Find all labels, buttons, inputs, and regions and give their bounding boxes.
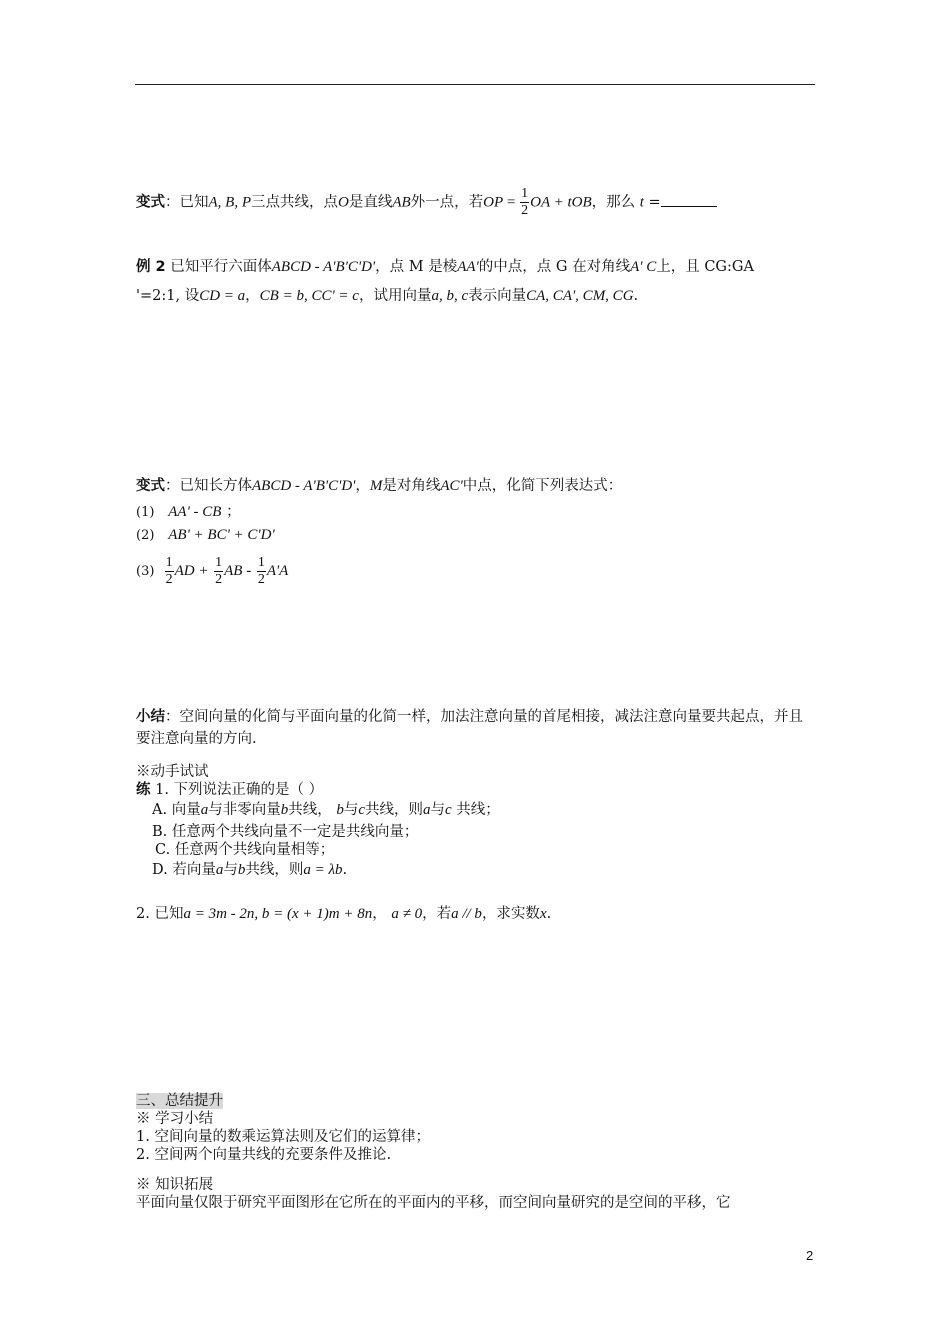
text: 上，且 CG:GA	[656, 259, 754, 275]
text: A. 向量	[152, 802, 201, 818]
text: 的中点，点 G 在对角线	[478, 259, 631, 275]
example2-label: 例 2	[136, 259, 166, 275]
section-title-text: 三、总结提升	[136, 1093, 223, 1109]
text: ：已知长方体	[165, 478, 252, 494]
numerator: 1	[165, 555, 173, 570]
math: t	[639, 194, 644, 211]
text: 2. 已知	[136, 906, 184, 922]
summary-item-2: 2. 空间两个向量共线的充要条件及推论.	[136, 1147, 392, 1163]
practice-label: 练	[136, 782, 151, 798]
text: ：已知	[165, 194, 209, 211]
study-summary-heading: ※ 学习小结	[136, 1111, 214, 1127]
denominator: 2	[215, 572, 223, 587]
text: .	[633, 288, 639, 304]
fraction	[257, 555, 266, 588]
fraction	[520, 186, 529, 219]
math: M	[369, 478, 383, 494]
math: CA, CA', CM, CG	[526, 288, 634, 304]
text: ，求实数	[481, 906, 540, 922]
math: b	[237, 862, 246, 878]
fraction	[214, 555, 223, 588]
fraction	[165, 555, 174, 588]
practice-q1	[136, 778, 323, 799]
text: ，试用向量	[358, 288, 432, 304]
math: AB -	[224, 563, 252, 579]
text: 与	[223, 862, 238, 878]
option-d	[152, 858, 347, 879]
math: CB = b, CC' = c	[259, 288, 359, 304]
text: B. 任意两个共线向量不一定是共线向量；	[152, 824, 419, 840]
numerator: 1	[215, 555, 223, 570]
text: 已知平行六面体	[165, 259, 272, 275]
item-number: (2)	[136, 528, 155, 543]
text: ；	[226, 504, 241, 520]
math: ABCD - A'B'C'D'	[271, 259, 376, 275]
text: 是对角线	[382, 478, 441, 494]
math: A' C	[630, 259, 657, 275]
text: ，那么	[591, 194, 636, 211]
math: a	[215, 862, 224, 878]
numerator: 1	[521, 186, 529, 201]
summary-paragraph	[136, 706, 816, 750]
summary-label: 小结	[136, 709, 165, 725]
math: AB' + BC' + C'D'	[168, 527, 275, 543]
question-text: 1. 下列说法正确的是（ ）	[150, 782, 324, 798]
option-a	[152, 798, 500, 819]
math: a ≠ 0	[391, 906, 423, 922]
math: AC'	[440, 478, 463, 494]
example2-line2	[136, 284, 638, 305]
text: '=2:1, 设	[136, 288, 200, 304]
math: OA + tOB	[530, 194, 592, 211]
numerator: 1	[257, 555, 265, 570]
denominator: 2	[521, 203, 529, 218]
text: ，	[355, 478, 370, 494]
math: AA' - CB	[168, 504, 222, 520]
text: 表示向量	[468, 288, 527, 304]
text: D. 若向量	[152, 862, 216, 878]
text: 共线，	[288, 802, 332, 818]
variant2-item-1	[136, 500, 241, 521]
math: OP	[483, 194, 504, 211]
math: ABCD - A'B'C'D'	[252, 478, 356, 494]
math: x	[539, 906, 547, 922]
math: a = λb	[303, 862, 343, 878]
math: c	[444, 802, 452, 818]
text: ，点 M 是棱	[375, 259, 458, 275]
math: A'A	[266, 563, 289, 579]
text: 与非零向量	[208, 802, 281, 818]
math: a	[422, 802, 431, 818]
extension-paragraph: 平面向量仅限于研究平面图形在它所在的平面内的平移，而空间向量研究的是空间的平移，它	[136, 1195, 731, 1211]
text: 外一点，若	[410, 194, 484, 211]
math: A, B, P	[208, 194, 251, 211]
text: 三点共线，点	[251, 194, 338, 211]
variant2-item-3	[136, 555, 288, 588]
math: b	[336, 802, 344, 818]
text: .	[342, 862, 348, 878]
math: AB	[392, 194, 411, 211]
variant1-label: 变式	[136, 194, 165, 211]
text: =	[643, 194, 661, 211]
math: a = 3m - 2n, b = (x + 1)m + 8n	[183, 906, 373, 922]
summary-item-1: 1. 空间向量的数乘运算法则及它们的运算律；	[136, 1129, 430, 1145]
math: =	[503, 194, 520, 211]
example2-line1	[136, 255, 754, 276]
text: ，若	[422, 906, 452, 922]
item-number: (1)	[136, 505, 155, 520]
item-number: (3)	[136, 564, 155, 579]
variant2-item-2	[136, 527, 275, 544]
text: 共线，则	[245, 862, 304, 878]
math: b	[280, 802, 289, 818]
math: a, b, c	[431, 288, 469, 304]
page-number: 2	[806, 1248, 814, 1263]
variant2-label: 变式	[136, 478, 165, 494]
practice-q2	[136, 902, 551, 923]
math: a // b	[451, 906, 482, 922]
math: AD +	[174, 563, 209, 579]
option-c	[155, 838, 334, 859]
math: CD = a	[199, 288, 246, 304]
answer-blank	[661, 192, 717, 207]
denominator: 2	[165, 572, 173, 587]
math: O	[338, 194, 349, 211]
knowledge-extension-heading: ※ 知识拓展	[136, 1177, 214, 1193]
variant2-line	[136, 474, 622, 495]
text: 中点，化简下列表达式：	[462, 478, 623, 494]
text: .	[546, 906, 552, 922]
text: 共线；	[451, 802, 500, 818]
text: 与	[343, 802, 359, 818]
variant1-line	[136, 186, 717, 219]
denominator: 2	[257, 572, 265, 587]
math: a	[200, 802, 209, 818]
header-rule	[135, 84, 815, 85]
text: 与	[430, 802, 445, 818]
text: C. 任意两个共线向量相等；	[155, 842, 335, 858]
text: ，	[372, 906, 387, 922]
text: ，	[245, 288, 260, 304]
text: 是直线	[348, 194, 393, 211]
text: 共线，则	[364, 802, 423, 818]
practice-heading: ※动手试试	[136, 764, 209, 780]
math: c	[358, 802, 365, 818]
summary-text: ：空间向量的化简与平面向量的化简一样，加法注意向量的首尾相接，减法注意向量要共起点，并且要注意向量的方向.	[136, 709, 803, 747]
math: AA'	[457, 259, 479, 275]
